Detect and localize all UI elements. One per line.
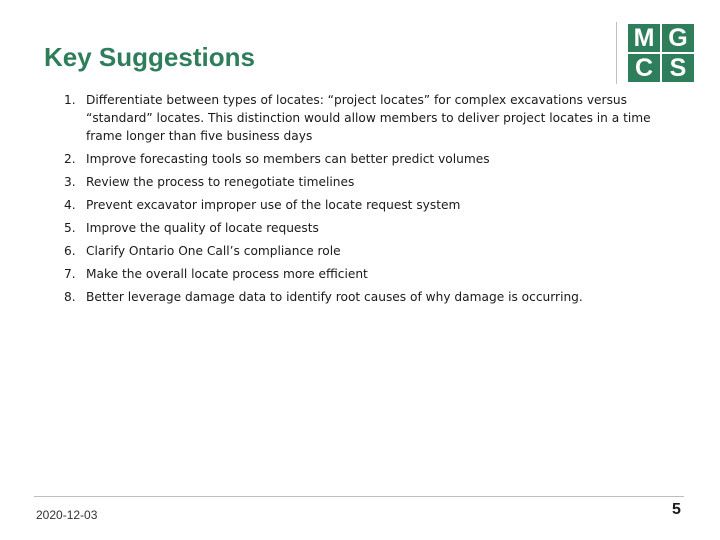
list-item xyxy=(64,265,674,283)
list-item xyxy=(64,288,674,306)
item-number: 4. xyxy=(64,198,76,212)
logo-divider xyxy=(616,22,617,84)
item-text: Prevent excavator improper use of the locate request system xyxy=(86,198,461,212)
item-text: Differentiate between types of locates: “project locates” for complex excavations versus “standard” locates. This distinction would allow members to deliver project locates in a time frame longer than five business days xyxy=(86,93,651,143)
list-item xyxy=(64,91,674,145)
item-number: 6. xyxy=(64,244,76,258)
list-item xyxy=(64,150,674,168)
footer-date: 2020-12-03 xyxy=(36,508,98,522)
logo-letter-c: C xyxy=(628,54,660,82)
list-item xyxy=(64,196,674,214)
list-item xyxy=(64,219,674,237)
mgcs-logo xyxy=(628,24,694,82)
logo-letter-s: S xyxy=(662,54,694,82)
item-number: 8. xyxy=(64,290,76,304)
item-number: 7. xyxy=(64,267,76,281)
item-number: 1. xyxy=(64,93,76,107)
item-text: Review the process to renegotiate timelines xyxy=(86,175,355,189)
logo-letter-m: M xyxy=(628,24,660,52)
item-text: Improve the quality of locate requests xyxy=(86,221,319,235)
page-title: Key Suggestions xyxy=(44,42,255,72)
logo-letter-g: G xyxy=(662,24,694,52)
item-number: 2. xyxy=(64,152,76,166)
suggestions-list xyxy=(64,91,674,311)
item-text: Clarify Ontario One Call’s compliance role xyxy=(86,244,341,258)
item-text: Improve forecasting tools so members can better predict volumes xyxy=(86,152,490,166)
list-item xyxy=(64,173,674,191)
item-number: 3. xyxy=(64,175,76,189)
item-text: Make the overall locate process more efficient xyxy=(86,267,368,281)
item-number: 5. xyxy=(64,221,76,235)
page-number: 5 xyxy=(672,501,681,518)
list-item xyxy=(64,242,674,260)
footer-divider xyxy=(34,496,684,497)
item-text: Better leverage damage data to identify root causes of why damage is occurring. xyxy=(86,290,583,304)
